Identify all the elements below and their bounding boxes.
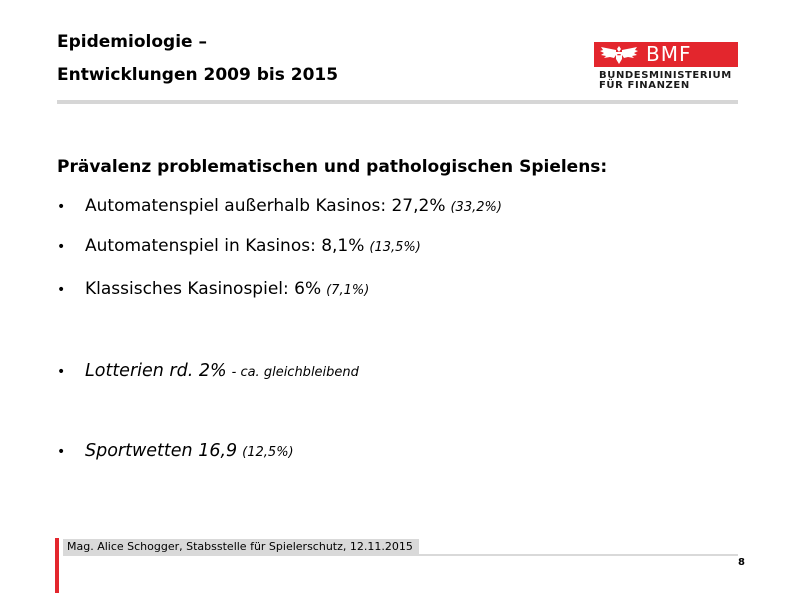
bullet-item [57,196,502,216]
bullet-dot-icon: • [57,282,66,298]
bullet-note: (13,5%) [369,240,421,255]
slide-title-line2: Entwicklungen 2009 bis 2015 [57,65,339,85]
bullet-item [57,236,421,256]
bullet-item [57,441,294,461]
bullet-note: (7,1%) [326,283,370,298]
header-divider [57,100,738,104]
bullet-item [57,279,369,299]
footer-accent-bar [55,538,59,593]
footer-author: Mag. Alice Schogger, Stabsstelle für Spielerschutz, 12.11.2015 [63,539,419,554]
bullet-text: Automatenspiel außerhalb Kasinos: 27,2% [85,196,446,216]
bullet-note: - ca. gleichbleibend [231,365,359,380]
bullet-text: Sportwetten 16,9 [85,441,238,461]
slide-title-line1: Epidemiologie – [57,32,207,52]
page-number: 8 [738,557,745,568]
bmf-logo [594,42,738,94]
austrian-eagle-icon [598,44,640,65]
bullet-dot-icon: • [57,199,66,215]
logo-brand-text: BMF [646,42,692,66]
logo-ministry-line1: BUNDESMINISTERIUM [599,70,732,81]
section-heading: Prävalenz problematischen und pathologischen Spielens: [57,157,608,177]
bullet-note: (33,2%) [450,200,502,215]
bullet-text: Automatenspiel in Kasinos: 8,1% [85,236,365,256]
bullet-text: Lotterien rd. 2% [85,361,227,381]
bullet-note: (12,5%) [242,445,294,460]
bullet-dot-icon: • [57,239,66,255]
logo-red-bar [594,42,738,67]
bullet-item [57,361,359,381]
footer-divider [63,554,738,556]
logo-ministry-line2: FÜR FINANZEN [599,80,690,91]
bullet-dot-icon: • [57,444,66,460]
bullet-text: Klassisches Kasinospiel: 6% [85,279,322,299]
bullet-dot-icon: • [57,364,66,380]
